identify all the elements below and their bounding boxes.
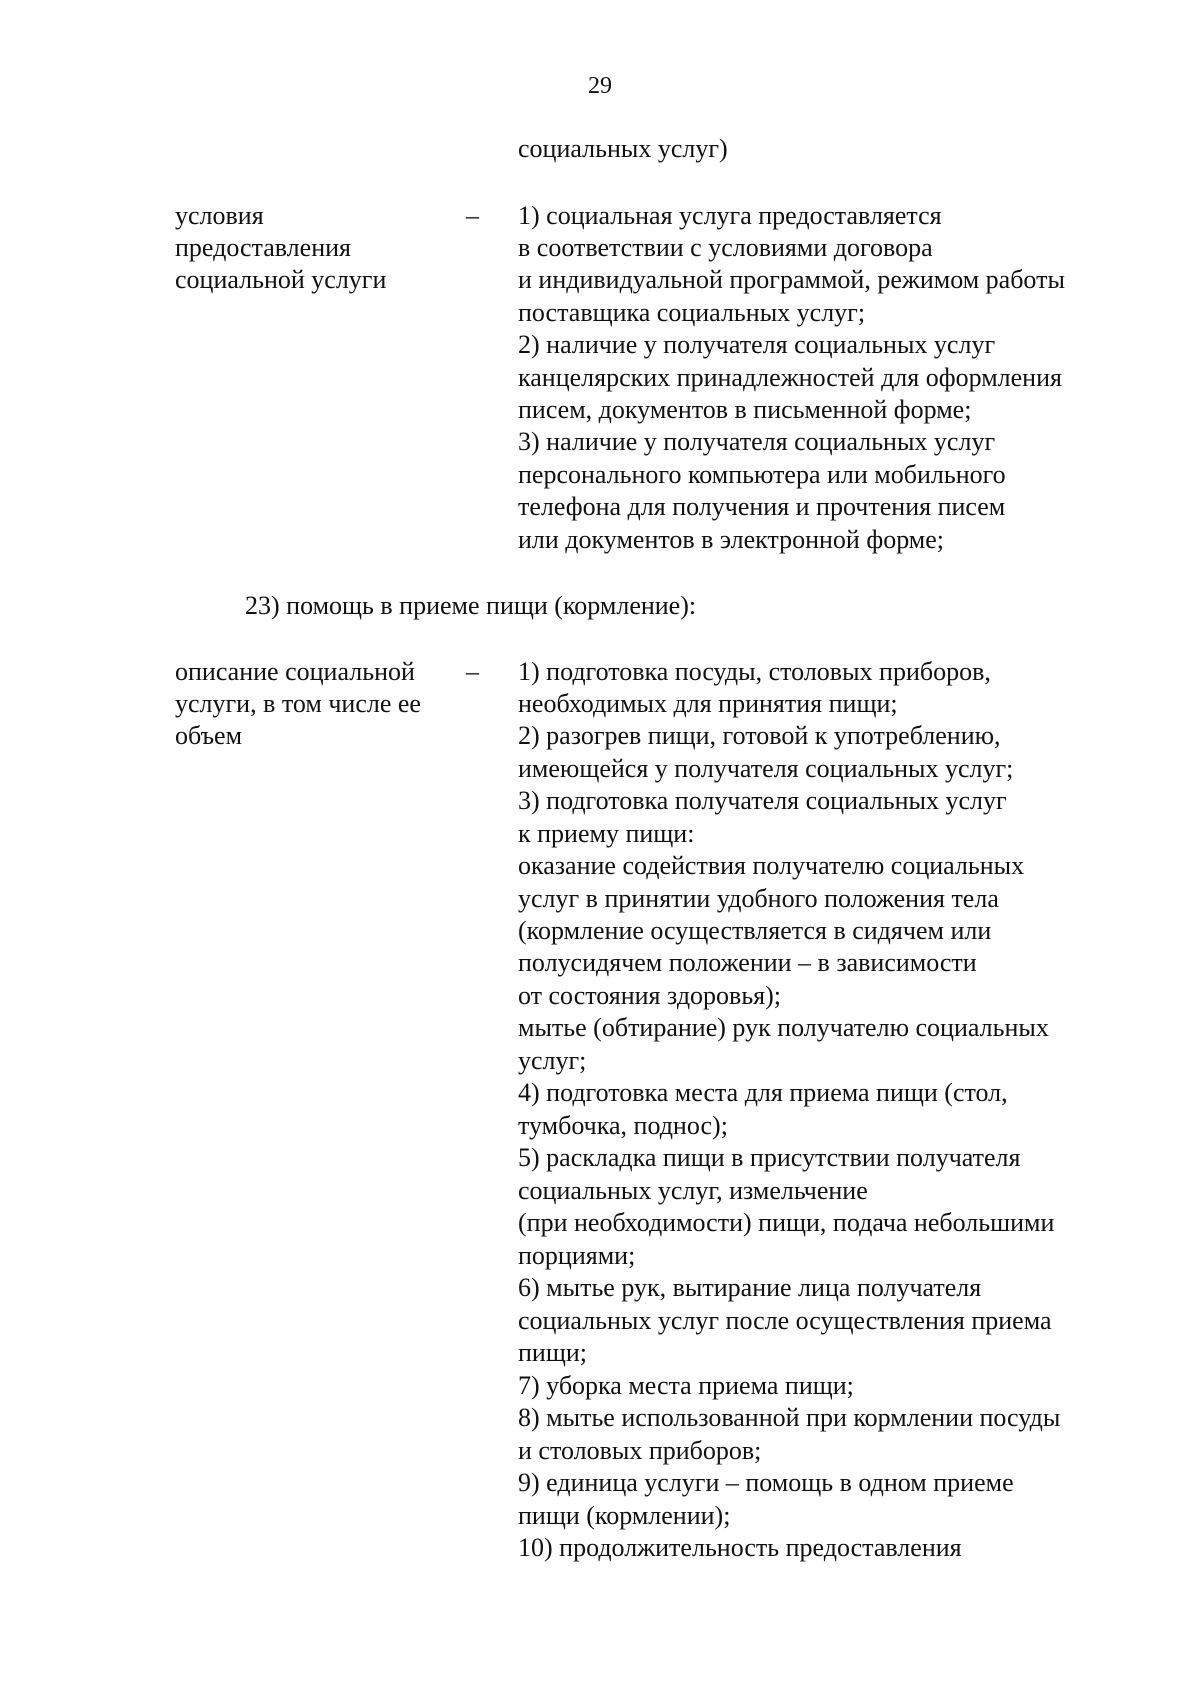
description-label-line: объем	[175, 721, 243, 750]
conditions-text-line: 3) наличие у получателя социальных услуг	[518, 427, 996, 456]
conditions-text-line: 2) наличие у получателя социальных услуг	[518, 330, 996, 359]
conditions-text-line: и индивидуальной программой, режимом работы	[518, 265, 1065, 294]
description-text-line: мытье (обтирание) рук получателю социальных	[518, 1013, 1049, 1042]
description-text-line: от состояния здоровья);	[518, 981, 782, 1010]
conditions-dash: –	[466, 201, 479, 230]
description-text-line: 5) раскладка пищи в присутствии получателя	[518, 1143, 1021, 1172]
description-text-line: необходимых для принятия пищи;	[518, 689, 898, 718]
conditions-text-line: или документов в электронной форме;	[518, 525, 945, 554]
section-heading: 23) помощь в приеме пищи (кормление):	[245, 591, 697, 620]
description-text-line: 1) подготовка посуды, столовых приборов,	[518, 657, 991, 686]
description-text-line: 9) единица услуги – помощь в одном приеме	[518, 1468, 1014, 1497]
continuation-text: социальных услуг)	[518, 134, 728, 163]
description-label-line: описание социальной	[175, 657, 415, 686]
conditions-text-line: канцелярских принадлежностей для оформления	[518, 363, 1062, 392]
description-text-line: социальных услуг, измельчение	[518, 1176, 868, 1205]
conditions-text-line: поставщика социальных услуг;	[518, 298, 866, 327]
description-text-line: 6) мытье рук, вытирание лица получателя	[518, 1273, 982, 1302]
conditions-label-line: предоставления	[175, 233, 351, 262]
description-text-line: 10) продолжительность предоставления	[518, 1533, 962, 1562]
conditions-label-line: условия	[175, 201, 264, 230]
description-text-line: и столовых приборов;	[518, 1436, 762, 1465]
description-text-line: пищи;	[518, 1338, 587, 1367]
description-text-line: тумбочка, поднос);	[518, 1111, 728, 1140]
description-text-line: оказание содействия получателю социальных	[518, 851, 1025, 880]
conditions-text-line: персонального компьютера или мобильного	[518, 460, 1006, 489]
description-dash: –	[466, 657, 479, 686]
description-text-line: пищи (кормлении);	[518, 1501, 731, 1530]
description-text-line: услуг;	[518, 1046, 587, 1075]
description-text-line: социальных услуг после осуществления приема	[518, 1306, 1052, 1335]
description-label-line: услуги, в том числе ее	[175, 689, 421, 718]
description-text-line: (кормление осуществляется в сидячем или	[518, 916, 992, 945]
description-text-line: 8) мытье использованной при кормлении посуды	[518, 1403, 1061, 1432]
conditions-text-line: писем, документов в письменной форме;	[518, 395, 972, 424]
conditions-label-line: социальной услуги	[175, 265, 387, 294]
description-text-line: порциями;	[518, 1241, 636, 1270]
description-text-line: 3) подготовка получателя социальных услуг	[518, 786, 1007, 815]
description-text-line: к приему пищи:	[518, 819, 695, 848]
description-text-line: 7) уборка места приема пищи;	[518, 1371, 854, 1400]
conditions-text-line: в соответствии с условиями договора	[518, 233, 933, 262]
page-number: 29	[588, 73, 612, 99]
description-text-line: (при необходимости) пищи, подача небольшими	[518, 1208, 1055, 1237]
description-text-line: полусидячем положении – в зависимости	[518, 948, 977, 977]
conditions-text-line: телефона для получения и прочтения писем	[518, 492, 1006, 521]
conditions-text-line: 1) социальная услуга предоставляется	[518, 201, 942, 230]
description-text-line: услуг в принятии удобного положения тела	[518, 884, 999, 913]
description-text-line: 2) разогрев пищи, готовой к употреблению,	[518, 721, 1001, 750]
description-text-line: 4) подготовка места для приема пищи (стол,	[518, 1078, 1008, 1107]
description-text-line: имеющейся у получателя социальных услуг;	[518, 754, 1014, 783]
